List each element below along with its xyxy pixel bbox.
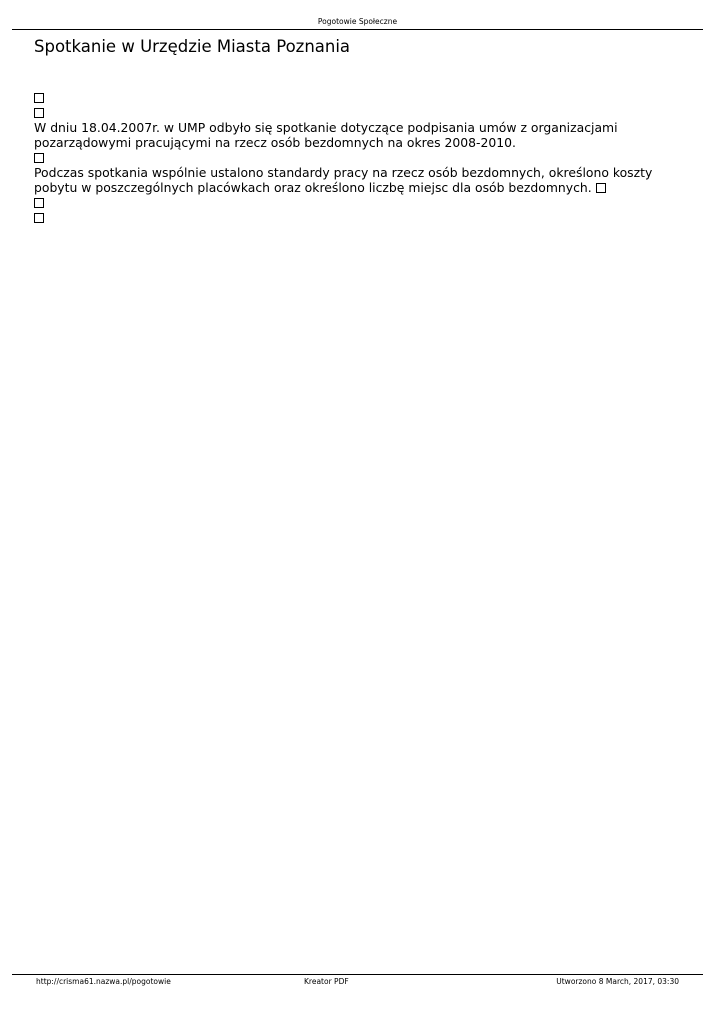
footer-generator: Kreator PDF	[304, 977, 349, 986]
page-header	[12, 0, 703, 30]
missing-glyph-box	[34, 198, 44, 208]
placeholder-line	[34, 195, 664, 210]
footer-url: http://crisma61.nazwa.pl/pogotowie	[36, 977, 171, 986]
paragraph-1-line-1: W dniu 18.04.2007r. w UMP odbyło się spotkanie dotyczące podpisania umów z organizacjami	[34, 120, 618, 135]
site-name: Pogotowie Społeczne	[317, 17, 398, 26]
paragraph-1-line-2: pozarządowymi pracującymi na rzecz osób bezdomnych na okres 2008-2010.	[34, 135, 516, 150]
paragraph-2-line-1: Podczas spotkania wspólnie ustalono standardy pracy na rzecz osób bezdomnych, określono koszty	[34, 165, 653, 180]
missing-glyph-box	[34, 108, 44, 118]
footer-created-date: Utworzono 8 March, 2017, 03:30	[556, 977, 679, 986]
placeholder-line	[34, 90, 664, 105]
placeholder-line	[34, 150, 664, 165]
page-footer	[12, 974, 703, 989]
missing-glyph-box	[34, 153, 44, 163]
article-body	[34, 90, 664, 225]
placeholder-line	[34, 105, 664, 120]
paragraph-2-line-2-container	[34, 180, 664, 195]
missing-glyph-box	[34, 93, 44, 103]
missing-glyph-box	[34, 213, 44, 223]
paragraph-2-line-2: pobytu w poszczególnych placówkach oraz określono liczbę miejsc dla osób bezdomnych.	[34, 180, 592, 195]
placeholder-line	[34, 210, 664, 225]
page-title: Spotkanie w Urzędzie Miasta Poznania	[34, 37, 351, 56]
missing-glyph-box	[596, 183, 606, 193]
